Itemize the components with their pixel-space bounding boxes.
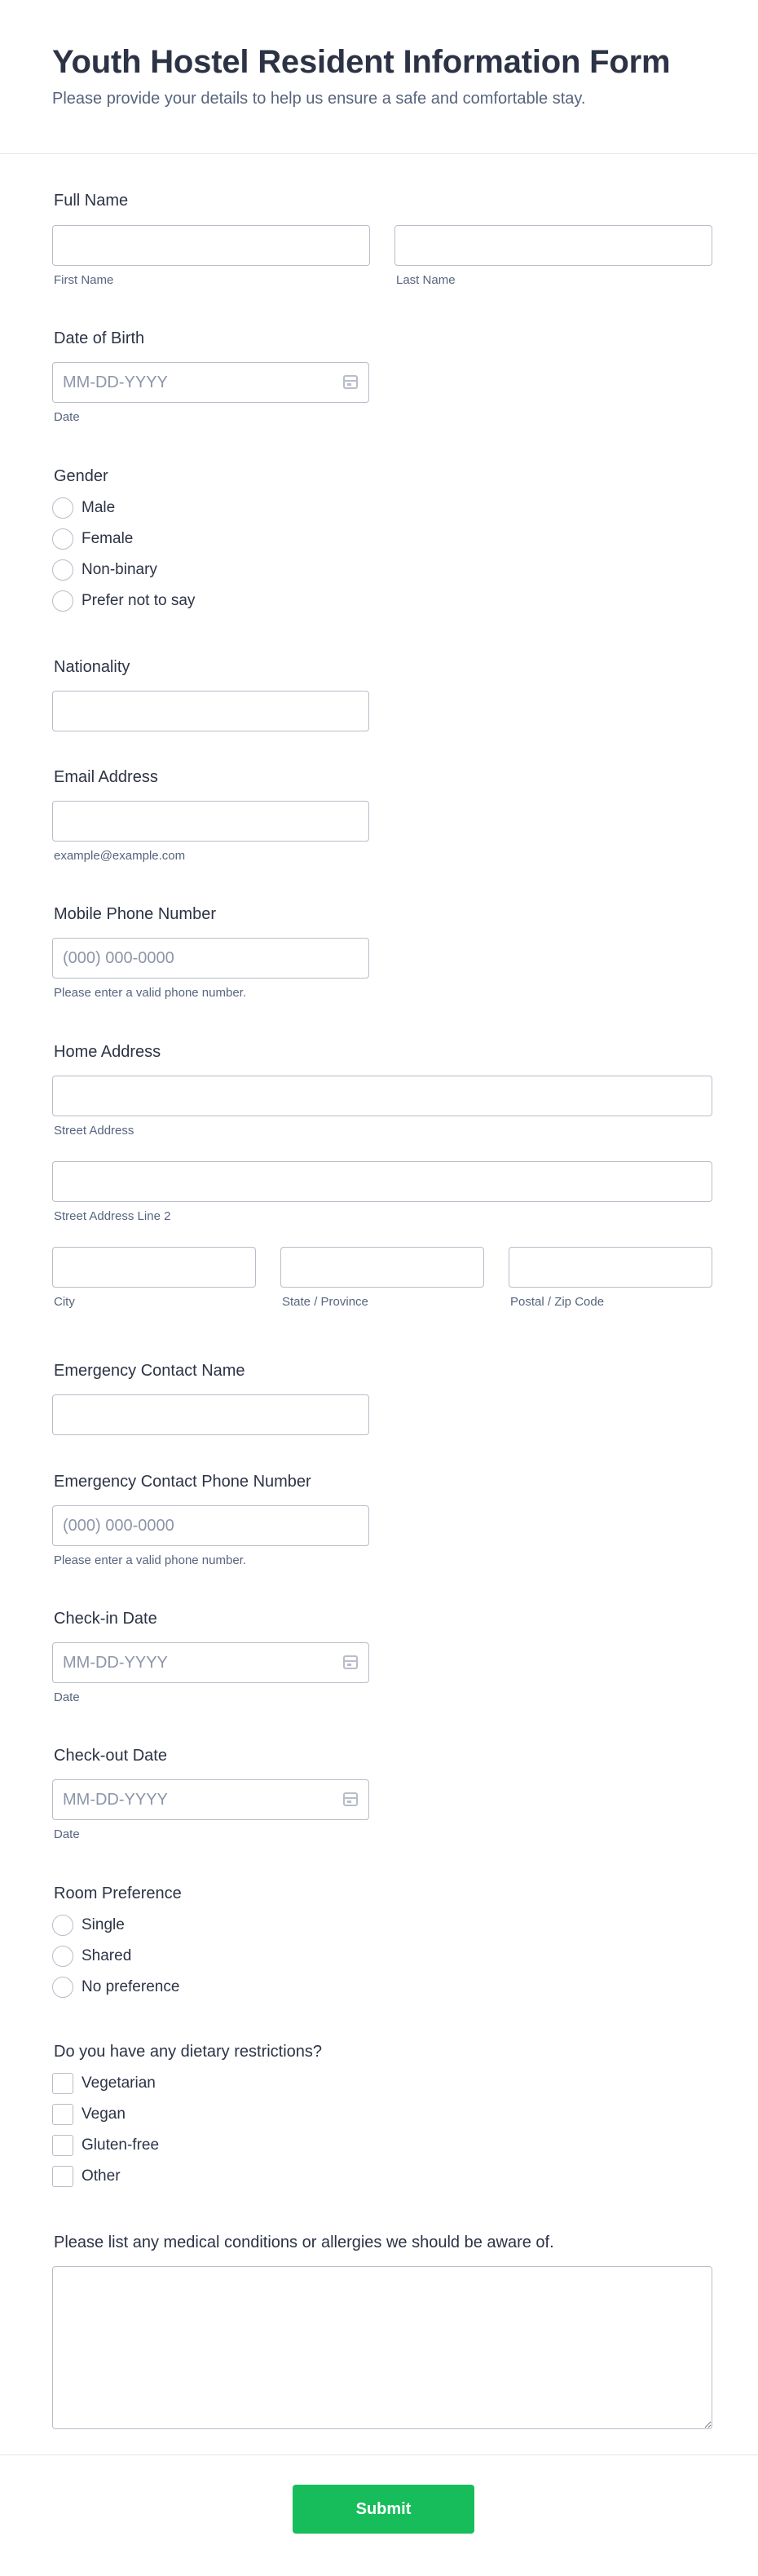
emergency-name-field xyxy=(52,1361,712,1435)
mobile-input[interactable] xyxy=(52,938,369,979)
radio-button[interactable] xyxy=(52,590,73,612)
dietary-label: Do you have any dietary restrictions? xyxy=(54,2043,323,2061)
dietary-option-other[interactable] xyxy=(52,2161,712,2192)
option-label: Single xyxy=(82,1916,125,1933)
emergency-phone-label: Emergency Contact Phone Number xyxy=(54,1473,311,1491)
last-name-input[interactable] xyxy=(394,225,712,266)
email-label: Email Address xyxy=(54,768,158,786)
option-label: Vegetarian xyxy=(82,2074,156,2092)
checkbox[interactable] xyxy=(52,2166,73,2187)
checkin-field xyxy=(52,1609,712,1706)
option-label: Other xyxy=(82,2167,121,2185)
option-label: Female xyxy=(82,530,134,547)
dietary-option-vegetarian[interactable] xyxy=(52,2068,712,2099)
mobile-sublabel: Please enter a valid phone number. xyxy=(54,986,246,1000)
radio-button[interactable] xyxy=(52,528,73,550)
nationality-input[interactable] xyxy=(52,691,369,731)
dietary-field xyxy=(52,2042,712,2192)
address-field xyxy=(52,1042,712,1310)
nationality-label: Nationality xyxy=(54,658,130,676)
checkbox[interactable] xyxy=(52,2104,73,2125)
first-name-input[interactable] xyxy=(52,225,370,266)
checkin-sublabel: Date xyxy=(54,1690,80,1704)
gender-option-male[interactable] xyxy=(52,493,712,524)
room-field xyxy=(52,1884,712,2003)
option-label: Gluten-free xyxy=(82,2136,160,2154)
city-input[interactable] xyxy=(52,1247,256,1288)
radio-button[interactable] xyxy=(52,497,73,519)
form-title: Youth Hostel Resident Information Form xyxy=(52,44,671,80)
medical-label: Please list any medical conditions or allergies we should be aware of. xyxy=(54,2234,554,2251)
street-address-line2-input[interactable] xyxy=(52,1161,712,1202)
zip-sublabel: Postal / Zip Code xyxy=(510,1295,605,1309)
dob-label: Date of Birth xyxy=(54,329,145,347)
option-label: Prefer not to say xyxy=(82,592,196,609)
mobile-label: Mobile Phone Number xyxy=(54,905,216,923)
medical-field xyxy=(52,2233,712,2429)
dietary-option-gluten-free[interactable] xyxy=(52,2130,712,2161)
radio-button[interactable] xyxy=(52,1946,73,1967)
emergency-name-input[interactable] xyxy=(52,1394,369,1435)
emergency-name-label: Emergency Contact Name xyxy=(54,1362,245,1380)
checkbox[interactable] xyxy=(52,2135,73,2156)
email-sublabel: example@example.com xyxy=(54,849,186,863)
gender-option-non-binary[interactable] xyxy=(52,555,712,585)
form-header xyxy=(0,0,758,154)
street-address-line2-sublabel: Street Address Line 2 xyxy=(54,1209,171,1223)
checkout-input[interactable] xyxy=(52,1779,369,1820)
radio-button[interactable] xyxy=(52,1977,73,1998)
medical-textarea[interactable] xyxy=(52,2266,712,2429)
emergency-phone-field xyxy=(52,1472,712,1569)
form-footer xyxy=(0,2454,758,2576)
checkbox[interactable] xyxy=(52,2073,73,2094)
email-field xyxy=(52,767,712,864)
room-label: Room Preference xyxy=(54,1885,182,1902)
street-address-input[interactable] xyxy=(52,1076,712,1116)
nationality-field xyxy=(52,657,712,731)
option-label: Non-binary xyxy=(82,561,157,578)
room-option-shared[interactable] xyxy=(52,1941,712,1972)
option-label: No preference xyxy=(82,1978,180,1995)
zip-input[interactable] xyxy=(509,1247,712,1288)
gender-option-female[interactable] xyxy=(52,524,712,555)
radio-button[interactable] xyxy=(52,1915,73,1936)
state-sublabel: State / Province xyxy=(282,1295,368,1309)
radio-button[interactable] xyxy=(52,559,73,581)
calendar-icon[interactable] xyxy=(343,1792,358,1806)
first-name-sublabel: First Name xyxy=(54,273,114,287)
option-label: Shared xyxy=(82,1947,132,1964)
email-input[interactable] xyxy=(52,801,369,842)
address-label: Home Address xyxy=(54,1043,161,1061)
dob-sublabel: Date xyxy=(54,410,80,424)
calendar-icon[interactable] xyxy=(343,1655,358,1669)
emergency-phone-input[interactable] xyxy=(52,1505,369,1546)
mobile-field xyxy=(52,904,712,1001)
gender-field xyxy=(52,466,712,616)
dob-field xyxy=(52,329,712,426)
option-label: Male xyxy=(82,499,116,516)
checkin-label: Check-in Date xyxy=(54,1610,157,1628)
room-option-single[interactable] xyxy=(52,1910,712,1941)
gender-option-prefer-not[interactable] xyxy=(52,585,712,616)
room-option-no-preference[interactable] xyxy=(52,1972,712,2003)
dob-input[interactable] xyxy=(52,362,369,403)
checkout-label: Check-out Date xyxy=(54,1747,167,1765)
full-name-label: Full Name xyxy=(54,192,129,210)
checkout-field xyxy=(52,1746,712,1843)
dietary-option-vegan[interactable] xyxy=(52,2099,712,2130)
form-subtitle: Please provide your details to help us ensure a safe and comfortable stay. xyxy=(52,90,586,108)
option-label: Vegan xyxy=(82,2105,126,2123)
city-sublabel: City xyxy=(54,1295,75,1309)
checkin-input[interactable] xyxy=(52,1642,369,1683)
emergency-phone-sublabel: Please enter a valid phone number. xyxy=(54,1553,246,1567)
street-address-sublabel: Street Address xyxy=(54,1124,134,1138)
state-input[interactable] xyxy=(280,1247,484,1288)
gender-label: Gender xyxy=(54,467,108,485)
full-name-field xyxy=(52,191,712,289)
submit-button[interactable]: Submit xyxy=(293,2485,474,2534)
checkout-sublabel: Date xyxy=(54,1827,80,1841)
calendar-icon[interactable] xyxy=(343,375,358,389)
last-name-sublabel: Last Name xyxy=(396,273,456,287)
